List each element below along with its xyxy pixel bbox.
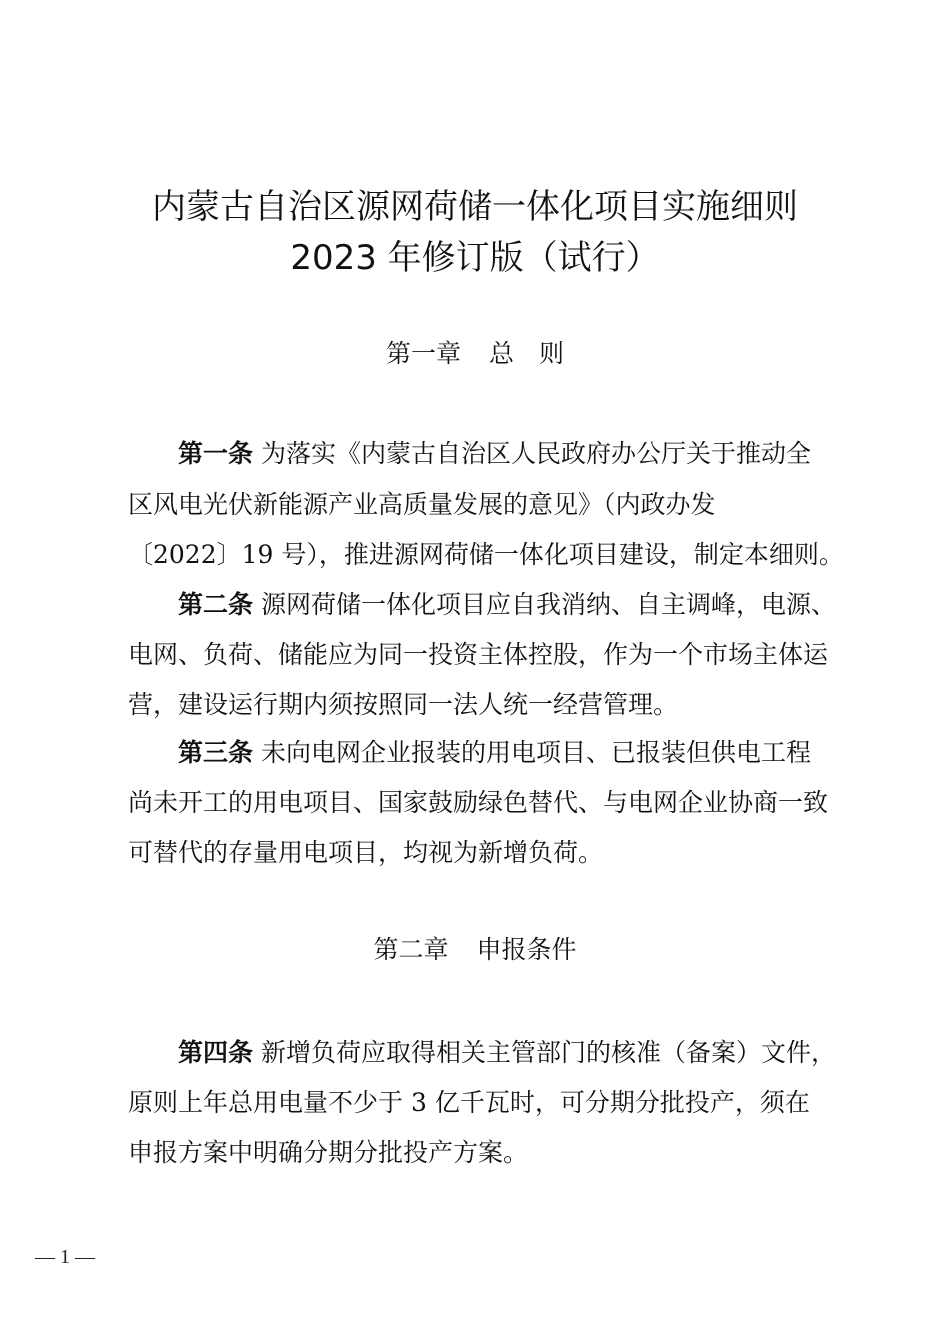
article-4-quantity: 3 xyxy=(410,1088,427,1117)
article-3-heading: 第三条 xyxy=(178,738,254,767)
chapter-1-number: 第一章 xyxy=(385,339,461,368)
article-3-line-2: 尚未开工的用电项目、国家鼓励绿色替代、与电网企业协商一致 xyxy=(128,788,829,817)
document-reference-number: 〔2022〕19 xyxy=(128,540,274,569)
article-4-line-1 xyxy=(178,1036,898,1070)
article-2-line-2: 电网、负荷、储能应为同一投资主体控股，作为一个市场主体运 xyxy=(128,640,829,669)
article-4-heading: 第四条 xyxy=(178,1038,254,1067)
article-2-heading: 第二条 xyxy=(178,590,254,619)
article-1-line-3 xyxy=(128,538,848,572)
article-4-text-2b: 亿千瓦时，可分期分批投产，须在 xyxy=(434,1088,810,1117)
article-4-text-1: 新增负荷应取得相关主管部门的核准（备案）文件， xyxy=(260,1038,836,1067)
chapter-1-name: 总 则 xyxy=(489,339,565,368)
article-1-line-1 xyxy=(178,437,898,471)
article-4-line-3: 申报方案中明确分期分批投产方案。 xyxy=(128,1138,529,1167)
document-title-line-2: 2023 年修订版（试行） xyxy=(290,238,660,278)
article-3-line-3: 可替代的存量用电项目，均视为新增负荷。 xyxy=(128,838,604,867)
chapter-2-heading xyxy=(0,933,950,967)
article-2-text-1: 源网荷储一体化项目应自我消纳、自主调峰，电源、 xyxy=(260,590,836,619)
article-3-text-1: 未向电网企业报装的用电项目、已报装但供电工程 xyxy=(260,738,811,767)
page-number: — 1 — xyxy=(35,1246,95,1268)
article-4-text-2a: 原则上年总用电量不少于 xyxy=(128,1088,404,1117)
article-4-line-2 xyxy=(128,1086,848,1120)
chapter-1-heading xyxy=(0,337,950,371)
article-1-text-1: 为落实《内蒙古自治区人民政府办公厅关于推动全 xyxy=(260,439,811,468)
article-2-line-1 xyxy=(178,588,898,622)
document-title-line-1: 内蒙古自治区源网荷储一体化项目实施细则 xyxy=(152,187,798,227)
article-1-heading: 第一条 xyxy=(178,439,254,468)
article-1-text-3: 号），推进源网荷储一体化项目建设，制定本细则。 xyxy=(281,540,844,569)
article-1-line-2: 区风电光伏新能源产业高质量发展的意见》（内政办发 xyxy=(128,490,716,519)
article-2-line-3: 营，建设运行期内须按照同一法人统一经营管理。 xyxy=(128,690,679,719)
article-3-line-1 xyxy=(178,736,898,770)
chapter-2-name: 申报条件 xyxy=(476,935,577,964)
chapter-2-number: 第二章 xyxy=(373,935,449,964)
